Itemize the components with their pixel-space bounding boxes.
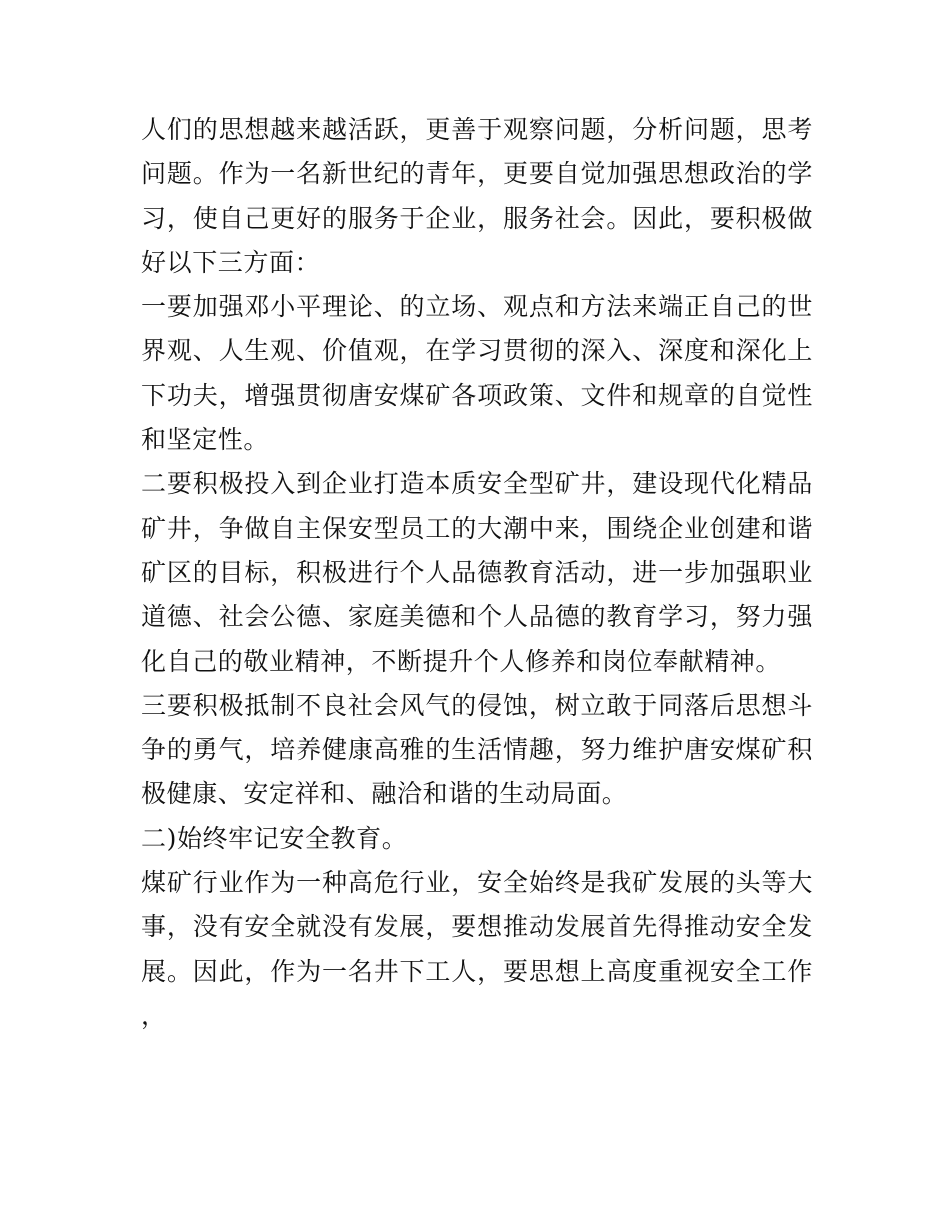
paragraph-point-one: 一要加强邓小平理论、的立场、观点和方法来端正自己的世界观、人生观、价值观，在学习贯彻的深入、深度和深化上下功夫，增强贯彻唐安煤矿各项政策、文件和规章的自觉性和坚定性。 xyxy=(141,292,813,455)
paragraph-point-two: 二要积极投入到企业打造本质安全型矿井，建设现代化精品矿井，争做自主保安型员工的大潮中来，围绕企业创建和谐矿区的目标，积极进行个人品德教育活动，进一步加强职业道德、社会公德、家庭美德和个人品德的教育学习，努力强化自己的敬业精神，不断提升个人修养和岗位奉献精神。 xyxy=(141,469,813,676)
paragraph-point-three: 三要积极抵制不良社会风气的侵蚀，树立敢于同落后思想斗争的勇气，培养健康高雅的生活情趣，努力维护唐安煤矿积极健康、安定祥和、融洽和谐的生动局面。 xyxy=(141,690,813,809)
section-heading-safety: 二)始终牢记安全教育。 xyxy=(141,823,408,853)
paragraph-thought-activity: 人们的思想越来越活跃，更善于观察问题，分析问题，思考问题。作为一名新世纪的青年，更要自觉加强思想政治的学习，使自己更好的服务于企业，服务社会。因此，要积极做好以下三方面： xyxy=(141,115,813,277)
paragraph-safety-education: 煤矿行业作为一种高危行业，安全始终是我矿发展的头等大事，没有安全就没有发展，要想推动发展首先得推动安全发展。因此，作为一名井下工人，要思想上高度重视安全工作， xyxy=(141,868,813,1030)
document-body xyxy=(141,108,813,1038)
